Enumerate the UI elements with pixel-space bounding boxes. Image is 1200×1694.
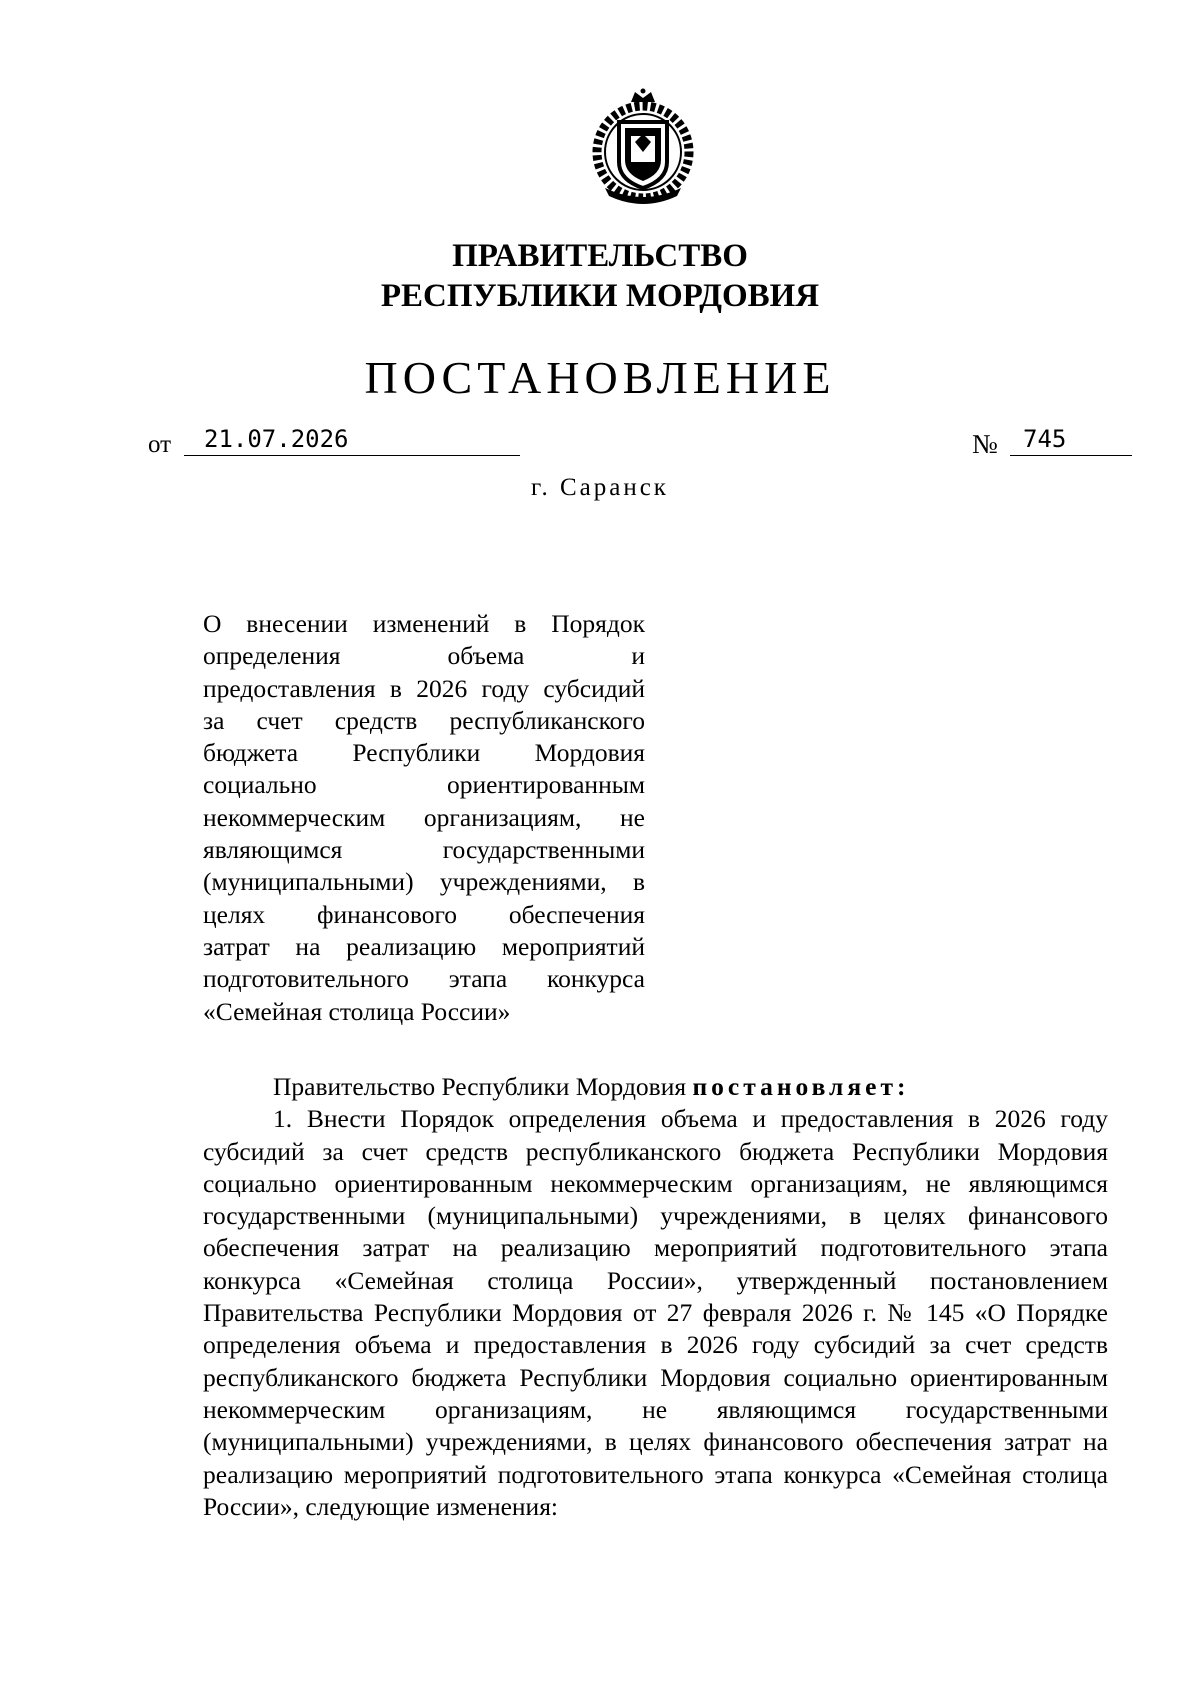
summary-line: О внесении изменений в Порядок bbox=[203, 609, 645, 638]
summary-line: предоставления в 2026 году субсидий bbox=[203, 673, 645, 703]
number-field: 745 bbox=[1010, 426, 1132, 456]
summary-line: некоммерческим организациям, не bbox=[203, 802, 645, 832]
resolves-word: постановляет: bbox=[692, 1072, 910, 1101]
city: г. Саранск bbox=[531, 474, 669, 501]
summary-line: целях финансового обеспечения bbox=[203, 899, 645, 929]
summary-line: определения объема и bbox=[203, 641, 645, 671]
coat-of-arms-icon bbox=[591, 88, 695, 210]
date-number-row bbox=[148, 426, 1128, 458]
date-field: 21.07.2026 bbox=[184, 426, 520, 456]
summary-line: социально ориентированным bbox=[203, 770, 645, 800]
org-line-2: РЕСПУБЛИКИ МОРДОВИЯ bbox=[380, 278, 820, 314]
intro-text: Правительство Республики Мордовия bbox=[273, 1072, 693, 1101]
document-body bbox=[203, 1071, 1108, 1523]
summary-line: «Семейная столица России» bbox=[203, 996, 511, 1026]
date-label: от bbox=[148, 431, 172, 458]
resolution-intro bbox=[203, 1071, 1108, 1103]
number-label: № bbox=[972, 429, 998, 459]
summary-line: затрат на реализацию мероприятий bbox=[203, 931, 645, 961]
summary-line: бюджета Республики Мордовия bbox=[203, 738, 645, 768]
summary-line: подготовительного этапа конкурса bbox=[203, 964, 645, 994]
org-line-1: ПРАВИТЕЛЬСТВО bbox=[452, 238, 748, 274]
summary-line: (муниципальными) учреждениями, в bbox=[203, 867, 645, 897]
summary-line: за счет средств республиканского bbox=[203, 705, 645, 735]
paragraph-1: 1. Внести Порядок определения объема и предоставления в 2026 году субсидий за счет средств республиканского бюджета Республики Мордовия социально ориентированным некоммерческим организациям, не являющимся государственными (муниципальными) учреждениями, в целях финансового обеспечения затрат на реализацию мероприятий подготовительного этапа конкурса «Семейная столица России», утвержденный постановлением Правительства Республики Мордовия от 27 февраля 2026 г. № 145 «О Порядке определения объема и предоставления в 2026 году субсидий за счет средств республиканского бюджета Республики Мордовия социально ориентированным некоммерческим организациям, не являющимся государственными (муниципальными) учреждениями, в целях финансового обеспечения затрат на реализацию мероприятий подготовительного этапа конкурса «Семейная столица России», следующие изменения: bbox=[203, 1104, 1108, 1521]
document-summary bbox=[203, 608, 645, 1028]
document-type: ПОСТАНОВЛЕНИЕ bbox=[364, 352, 836, 403]
organization-name bbox=[300, 236, 900, 316]
summary-line: являющимся государственными bbox=[203, 835, 645, 865]
